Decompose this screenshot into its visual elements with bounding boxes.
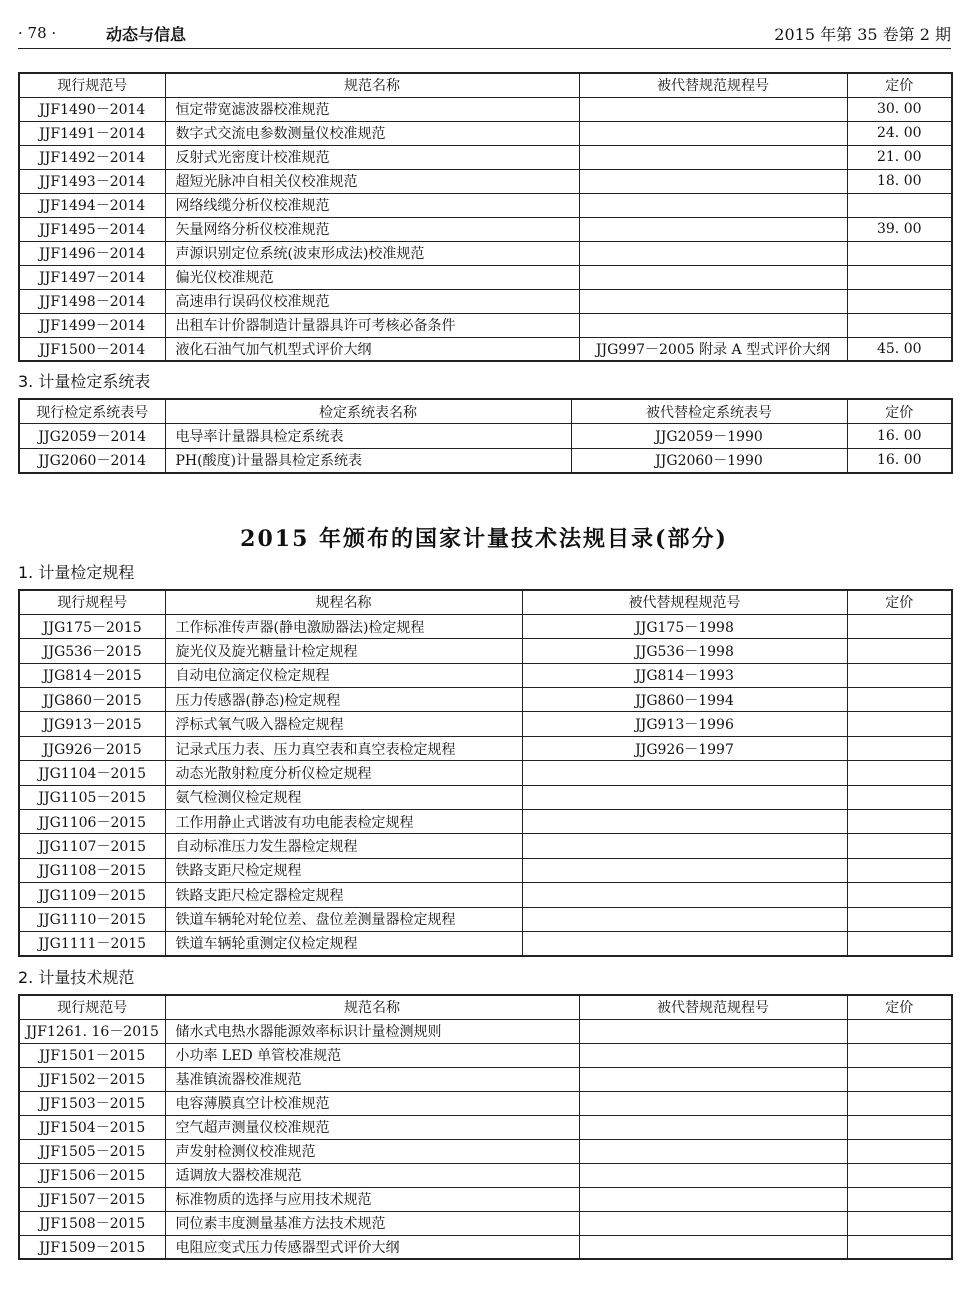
cell-price <box>847 1019 952 1043</box>
column-header: 现行检定系统表号 <box>19 399 165 424</box>
cell-code: JJG2059－2014 <box>19 424 165 449</box>
cell-name: 高速串行误码仪校准规范 <box>165 289 579 313</box>
cell-price <box>847 761 952 785</box>
table-verification-regulations <box>18 589 953 957</box>
cell-code: JJF1500－2014 <box>19 337 165 361</box>
cell-price: 30. 00 <box>847 97 952 121</box>
cell-price <box>847 1115 952 1139</box>
cell-rep <box>579 1091 847 1115</box>
table-row <box>19 121 952 145</box>
cell-rep <box>579 265 847 289</box>
cell-price: 45. 00 <box>847 337 952 361</box>
table-row <box>19 97 952 121</box>
table-row <box>19 858 952 882</box>
cell-rep <box>522 810 847 834</box>
cell-rep <box>579 1019 847 1043</box>
cell-code: JJF1507－2015 <box>19 1187 165 1211</box>
column-header: 规程名称 <box>165 590 522 614</box>
cell-rep <box>522 931 847 955</box>
cell-name: 工作标准传声器(静电激励器法)检定规程 <box>165 614 522 638</box>
column-header: 规范名称 <box>165 73 579 97</box>
cell-rep: JJG997－2005 附录 A 型式评价大纲 <box>579 337 847 361</box>
cell-code: JJG814－2015 <box>19 663 165 687</box>
cell-name: 自动电位滴定仪检定规程 <box>165 663 522 687</box>
column-header: 被代替检定系统表号 <box>571 399 847 424</box>
cell-code: JJF1501－2015 <box>19 1043 165 1067</box>
cell-price <box>847 313 952 337</box>
cell-rep <box>522 883 847 907</box>
cell-name: 适调放大器校准规范 <box>165 1163 579 1187</box>
cell-name: 声源识别定位系统(波束形成法)校准规范 <box>165 241 579 265</box>
cell-price <box>847 1067 952 1091</box>
table-row <box>19 289 952 313</box>
table-row <box>19 1139 952 1163</box>
table-row <box>19 785 952 809</box>
cell-rep <box>579 1067 847 1091</box>
cell-code: JJG1108－2015 <box>19 858 165 882</box>
cell-code: JJG1105－2015 <box>19 785 165 809</box>
cell-rep <box>579 169 847 193</box>
cell-code: JJF1261. 16－2015 <box>19 1019 165 1043</box>
cell-rep <box>579 97 847 121</box>
table-row <box>19 639 952 663</box>
cell-code: JJF1508－2015 <box>19 1211 165 1235</box>
cell-code: JJG536－2015 <box>19 639 165 663</box>
cell-price <box>847 1211 952 1235</box>
table-row <box>19 169 952 193</box>
cell-rep: JJG860－1994 <box>522 688 847 712</box>
cell-rep: JJG913－1996 <box>522 712 847 736</box>
cell-price <box>847 931 952 955</box>
cell-rep <box>579 289 847 313</box>
cell-rep: JJG926－1997 <box>522 736 847 760</box>
table-row <box>19 1019 952 1043</box>
cell-name: 铁道车辆轮重测定仪检定规程 <box>165 931 522 955</box>
cell-name: 小功率 LED 单管校准规范 <box>165 1043 579 1067</box>
cell-rep <box>579 121 847 145</box>
heading-section-3: 3. 计量检定系统表 <box>18 372 151 391</box>
table-row <box>19 217 952 241</box>
cell-rep <box>579 1235 847 1259</box>
table-row <box>19 145 952 169</box>
cell-code: JJF1504－2015 <box>19 1115 165 1139</box>
cell-rep: JJG2060－1990 <box>571 448 847 473</box>
main-title: 2015 年颁布的国家计量技术法规目录(部分) <box>240 526 728 552</box>
cell-code: JJG1109－2015 <box>19 883 165 907</box>
cell-price <box>847 883 952 907</box>
table-row <box>19 761 952 785</box>
table-row <box>19 1043 952 1067</box>
cell-name: 氨气检测仪检定规程 <box>165 785 522 809</box>
cell-code: JJF1497－2014 <box>19 265 165 289</box>
table-row <box>19 736 952 760</box>
cell-name: 自动标准压力发生器检定规程 <box>165 834 522 858</box>
table-row <box>19 712 952 736</box>
column-header: 定价 <box>847 590 952 614</box>
cell-name: 数字式交流电参数测量仪校准规范 <box>165 121 579 145</box>
column-header: 被代替规范规程号 <box>579 73 847 97</box>
column-header: 定价 <box>847 399 952 424</box>
cell-name: 空气超声测量仪校准规范 <box>165 1115 579 1139</box>
table-row <box>19 1187 952 1211</box>
cell-name: 矢量网络分析仪校准规范 <box>165 217 579 241</box>
cell-code: JJF1499－2014 <box>19 313 165 337</box>
cell-rep <box>579 241 847 265</box>
cell-name: 超短光脉冲自相关仪校准规范 <box>165 169 579 193</box>
cell-price: 18. 00 <box>847 169 952 193</box>
table-technical-specs <box>18 994 953 1260</box>
table-verification-systems <box>18 398 953 474</box>
cell-price <box>847 736 952 760</box>
cell-name: 铁道车辆轮对轮位差、盘位差测量器检定规程 <box>165 907 522 931</box>
table-row <box>19 663 952 687</box>
cell-name: 反射式光密度计校准规范 <box>165 145 579 169</box>
cell-price: 24. 00 <box>847 121 952 145</box>
column-header: 规范名称 <box>165 995 579 1019</box>
cell-price <box>847 1091 952 1115</box>
cell-code: JJF1493－2014 <box>19 169 165 193</box>
table-row <box>19 1115 952 1139</box>
cell-rep: JJG175－1998 <box>522 614 847 638</box>
cell-rep <box>522 785 847 809</box>
column-header: 现行规程号 <box>19 590 165 614</box>
cell-code: JJF1498－2014 <box>19 289 165 313</box>
cell-name: 网络线缆分析仪校准规范 <box>165 193 579 217</box>
table-header-row <box>19 73 952 97</box>
cell-name: 恒定带宽滤波器校准规范 <box>165 97 579 121</box>
heading-section-2: 2. 计量技术规范 <box>18 968 135 987</box>
table-row <box>19 614 952 638</box>
cell-price <box>847 1043 952 1067</box>
cell-name: 旋光仪及旋光糖量计检定规程 <box>165 639 522 663</box>
table-row <box>19 241 952 265</box>
cell-price <box>847 858 952 882</box>
cell-code: JJG926－2015 <box>19 736 165 760</box>
cell-rep <box>522 907 847 931</box>
cell-rep <box>522 761 847 785</box>
cell-name: 出租车计价器制造计量器具许可考核必备条件 <box>165 313 579 337</box>
cell-name: 铁路支距尺检定规程 <box>165 858 522 882</box>
table-row <box>19 1211 952 1235</box>
cell-rep <box>579 1115 847 1139</box>
running-header <box>18 22 951 49</box>
cell-rep <box>579 217 847 241</box>
cell-code: JJF1494－2014 <box>19 193 165 217</box>
table-row <box>19 448 952 473</box>
cell-name: 电容薄膜真空计校准规范 <box>165 1091 579 1115</box>
cell-code: JJG1111－2015 <box>19 931 165 955</box>
column-header: 现行规范号 <box>19 73 165 97</box>
cell-rep <box>522 858 847 882</box>
cell-code: JJF1490－2014 <box>19 97 165 121</box>
cell-rep <box>579 1163 847 1187</box>
table-row <box>19 337 952 361</box>
cell-price <box>847 712 952 736</box>
table-row <box>19 313 952 337</box>
cell-name: 记录式压力表、压力真空表和真空表检定规程 <box>165 736 522 760</box>
cell-name: 压力传感器(静态)检定规程 <box>165 688 522 712</box>
cell-code: JJF1506－2015 <box>19 1163 165 1187</box>
table-row <box>19 424 952 449</box>
cell-code: JJF1509－2015 <box>19 1235 165 1259</box>
cell-price: 21. 00 <box>847 145 952 169</box>
cell-rep: JJG2059－1990 <box>571 424 847 449</box>
table-row <box>19 1235 952 1259</box>
table-row <box>19 931 952 955</box>
cell-price: 39. 00 <box>847 217 952 241</box>
cell-code: JJG1106－2015 <box>19 810 165 834</box>
table-row <box>19 265 952 289</box>
cell-rep <box>579 313 847 337</box>
cell-code: JJF1503－2015 <box>19 1091 165 1115</box>
cell-code: JJG1107－2015 <box>19 834 165 858</box>
cell-price: 16. 00 <box>847 424 952 449</box>
cell-price <box>847 614 952 638</box>
cell-rep <box>579 193 847 217</box>
heading-section-1: 1. 计量检定规程 <box>18 563 135 582</box>
page-number: · 78 · <box>18 24 57 42</box>
column-header: 定价 <box>847 995 952 1019</box>
cell-name: 液化石油气加气机型式评价大纲 <box>165 337 579 361</box>
cell-rep <box>579 1139 847 1163</box>
table-row <box>19 688 952 712</box>
cell-price <box>847 193 952 217</box>
cell-code: JJG1110－2015 <box>19 907 165 931</box>
cell-price <box>847 1235 952 1259</box>
cell-code: JJF1495－2014 <box>19 217 165 241</box>
cell-name: 标准物质的选择与应用技术规范 <box>165 1187 579 1211</box>
table-row <box>19 810 952 834</box>
column-header: 定价 <box>847 73 952 97</box>
section-title: 动态与信息 <box>106 25 187 44</box>
cell-rep <box>579 1187 847 1211</box>
table-row <box>19 1163 952 1187</box>
cell-code: JJF1496－2014 <box>19 241 165 265</box>
cell-name: 同位素丰度测量基准方法技术规范 <box>165 1211 579 1235</box>
cell-price <box>847 785 952 809</box>
cell-price <box>847 663 952 687</box>
cell-price <box>847 1139 952 1163</box>
table-specs-2014 <box>18 72 953 362</box>
cell-price <box>847 688 952 712</box>
cell-name: 声发射检测仪校准规范 <box>165 1139 579 1163</box>
column-header: 现行规范号 <box>19 995 165 1019</box>
cell-code: JJF1502－2015 <box>19 1067 165 1091</box>
cell-price <box>847 907 952 931</box>
cell-code: JJG175－2015 <box>19 614 165 638</box>
column-header: 被代替规范规程号 <box>579 995 847 1019</box>
cell-rep <box>522 834 847 858</box>
cell-name: PH(酸度)计量器具检定系统表 <box>165 448 571 473</box>
cell-rep <box>579 145 847 169</box>
cell-rep <box>579 1043 847 1067</box>
cell-rep: JJG536－1998 <box>522 639 847 663</box>
cell-code: JJG860－2015 <box>19 688 165 712</box>
cell-name: 偏光仪校准规范 <box>165 265 579 289</box>
cell-name: 电阻应变式压力传感器型式评价大纲 <box>165 1235 579 1259</box>
cell-price <box>847 810 952 834</box>
cell-price <box>847 241 952 265</box>
table-row <box>19 1067 952 1091</box>
cell-code: JJG913－2015 <box>19 712 165 736</box>
cell-name: 电导率计量器具检定系统表 <box>165 424 571 449</box>
cell-name: 动态光散射粒度分析仪检定规程 <box>165 761 522 785</box>
cell-code: JJF1505－2015 <box>19 1139 165 1163</box>
table-header-row <box>19 399 952 424</box>
cell-price <box>847 834 952 858</box>
cell-price <box>847 1163 952 1187</box>
cell-price <box>847 289 952 313</box>
cell-price <box>847 1187 952 1211</box>
cell-code: JJG2060－2014 <box>19 448 165 473</box>
cell-name: 工作用静止式谐波有功电能表检定规程 <box>165 810 522 834</box>
table-row <box>19 907 952 931</box>
table-row <box>19 193 952 217</box>
cell-name: 浮标式氧气吸入器检定规程 <box>165 712 522 736</box>
cell-price: 16. 00 <box>847 448 952 473</box>
table-row <box>19 834 952 858</box>
cell-name: 基准镇流器校准规范 <box>165 1067 579 1091</box>
cell-price <box>847 265 952 289</box>
column-header: 被代替规程规范号 <box>522 590 847 614</box>
cell-code: JJF1491－2014 <box>19 121 165 145</box>
table-row <box>19 1091 952 1115</box>
cell-code: JJF1492－2014 <box>19 145 165 169</box>
cell-code: JJG1104－2015 <box>19 761 165 785</box>
cell-name: 储水式电热水器能源效率标识计量检测规则 <box>165 1019 579 1043</box>
cell-name: 铁路支距尺检定器检定规程 <box>165 883 522 907</box>
table-header-row <box>19 995 952 1019</box>
table-header-row <box>19 590 952 614</box>
issue-info: 2015 年第 35 卷第 2 期 <box>774 25 951 44</box>
column-header: 检定系统表名称 <box>165 399 571 424</box>
table-row <box>19 883 952 907</box>
cell-rep <box>579 1211 847 1235</box>
cell-rep: JJG814－1993 <box>522 663 847 687</box>
cell-price <box>847 639 952 663</box>
